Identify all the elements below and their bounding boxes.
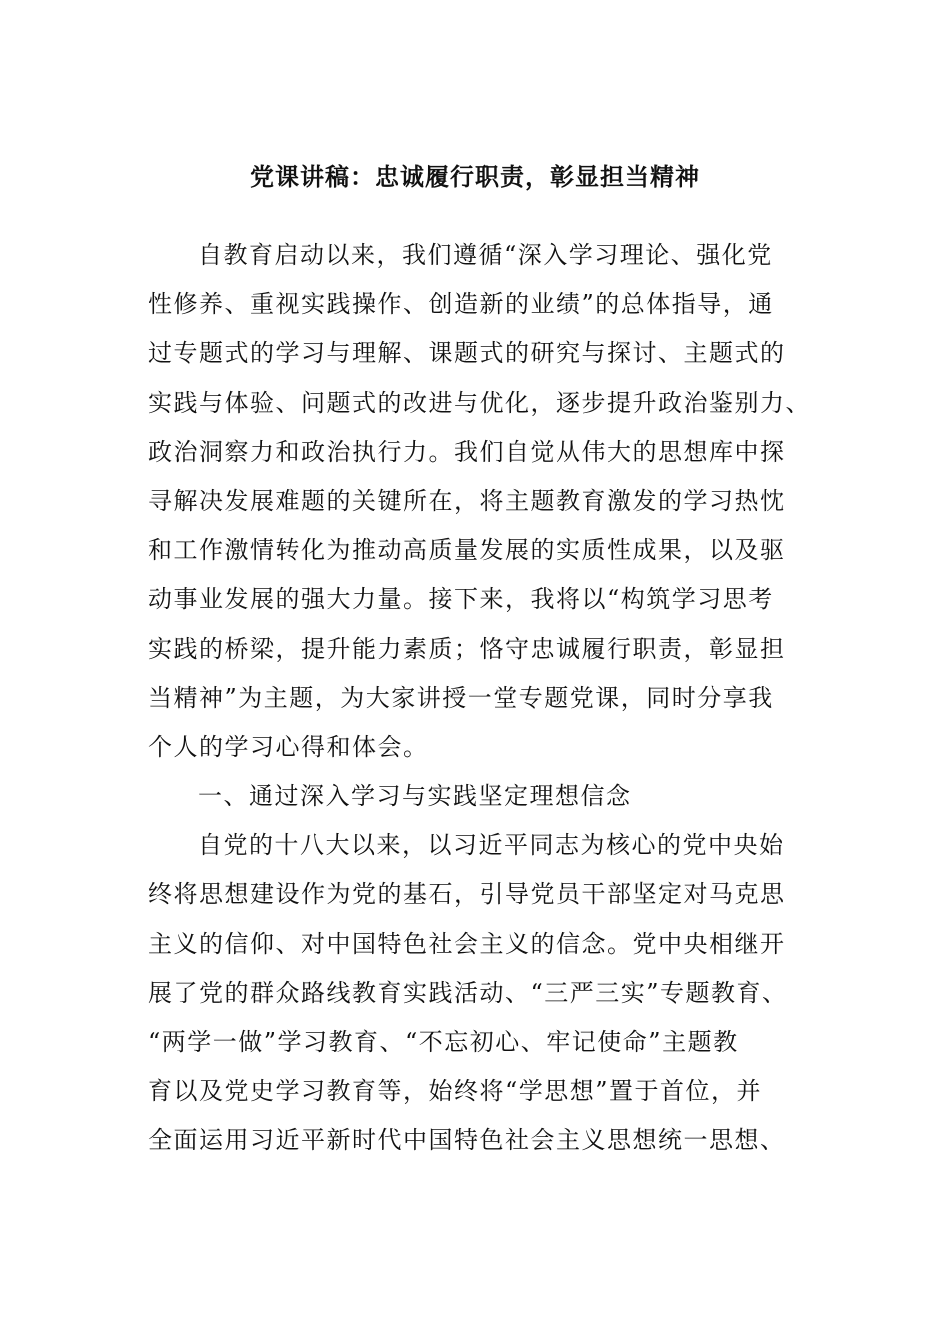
text-line: 实践与体验、问题式的改进与优化，逐步提升政治鉴别力、 [148, 388, 811, 417]
text-line: 实践的桥梁，提升能力素质；恪守忠诚履行职责，彰显担 [148, 634, 786, 663]
text-line: “两学一做”学习教育、“不忘初心、牢记使命”主题教 [148, 1028, 739, 1056]
text-line: 动事业发展的强大力量。接下来，我将以“构筑学习思考 [148, 585, 774, 614]
text-line: 全面运用习近平新时代中国特色社会主义思想统一思想、 [148, 1126, 786, 1155]
text-line: 当精神”为主题，为大家讲授一堂专题党课，同时分享我 [148, 683, 774, 712]
text-line: 育以及党史学习教育等，始终将“学思想”置于首位，并 [148, 1077, 763, 1106]
text-line: 主义的信仰、对中国特色社会主义的信念。党中央相继开 [148, 929, 786, 958]
text-line: 展了党的群众路线教育实践活动、“三严三实”专题教育、 [148, 978, 788, 1007]
page-title: 党课讲稿：忠诚履行职责，彰显担当精神 [250, 162, 700, 191]
text-line: 性修养、重视实践操作、创造新的业绩”的总体指导，通 [148, 290, 774, 319]
text-line: 自教育启动以来，我们遵循“深入学习理论、强化党 [198, 241, 773, 269]
text-line: 过专题式的学习与理解、课题式的研究与探讨、主题式的 [148, 339, 786, 368]
text-line: 个人的学习心得和体会。 [148, 732, 429, 761]
text-line: 寻解决发展难题的关键所在，将主题教育激发的学习热忱 [148, 486, 786, 515]
text-line: 和工作激情转化为推动高质量发展的实质性成果，以及驱 [148, 536, 786, 565]
body-text [148, 231, 811, 1166]
text-line: 终将思想建设作为党的基石，引导党员干部坚定对马克思 [148, 880, 786, 909]
text-line: 政治洞察力和政治执行力。我们自觉从伟大的思想库中探 [148, 437, 786, 466]
text-line: 自党的十八大以来，以习近平同志为核心的党中央始 [198, 831, 785, 860]
text-line: 一、通过深入学习与实践坚定理想信念 [198, 782, 632, 811]
